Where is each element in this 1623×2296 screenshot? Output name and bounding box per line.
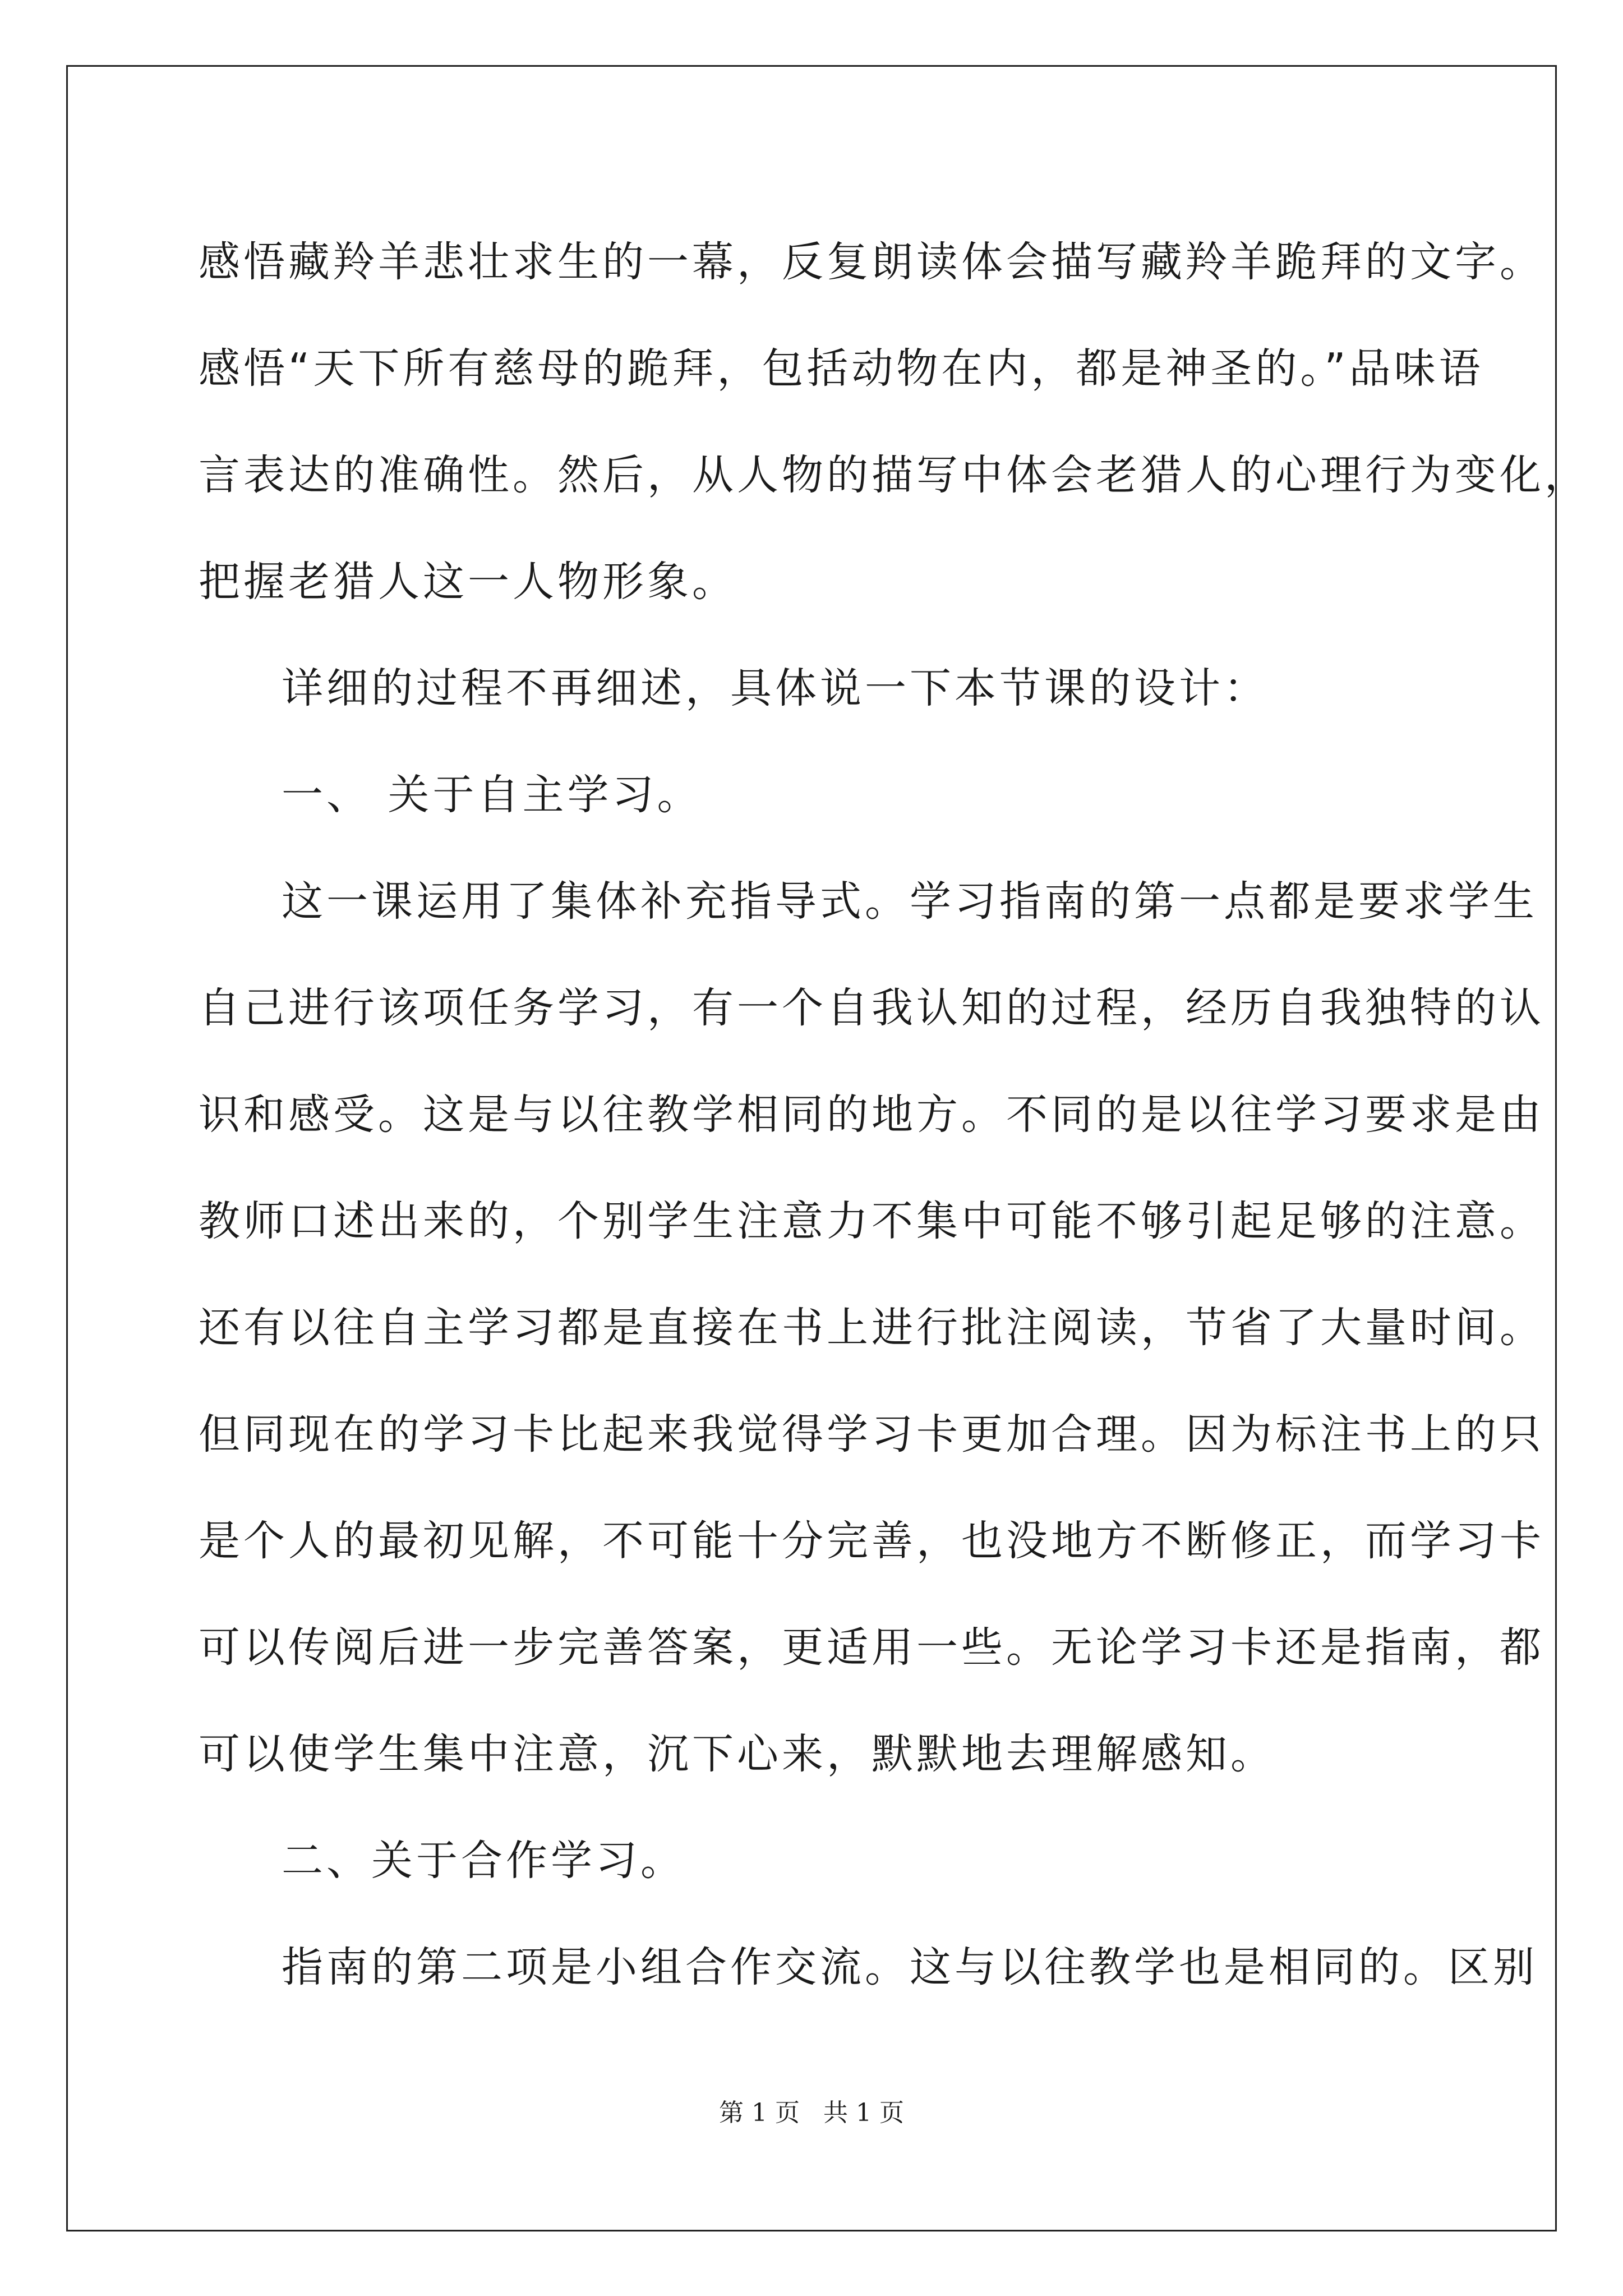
text-line: 识和感受。这是与以往教学相同的地方。不同的是以往学习要求是由 (199, 1091, 1544, 1139)
text-line: 可以使学生集中注意，沉下心来，默默地去理解感知。 (199, 1730, 1275, 1778)
section-heading: 二、关于合作学习。 (282, 1837, 685, 1885)
text-line: 可以传阅后进一步完善答案，更适用一些。无论学习卡还是指南，都 (199, 1623, 1544, 1672)
paragraph-start-line: 这一课运用了集体补充指导式。学习指南的第一点都是要求学生 (282, 877, 1538, 926)
text-line: 自己进行该项任务学习，有一个自我认知的过程，经历自我独特的认 (199, 984, 1544, 1032)
text-line: 把握老猎人这一人物形象。 (199, 558, 737, 606)
paragraph-start-line: 详细的过程不再细述，具体说一下本节课的设计： (282, 664, 1269, 712)
paragraph-start-line: 指南的第二项是小组合作交流。这与以往教学也是相同的。区别 (282, 1943, 1538, 1991)
section-heading: 一、 关于自主学习。 (282, 771, 702, 819)
text-line: 感悟藏羚羊悲壮求生的一幕，反复朗读体会描写藏羚羊跪拜的文字。 (199, 238, 1544, 286)
text-line: 言表达的准确性。然后，从人物的描写中体会老猎人的心理行为变化， (199, 451, 1589, 499)
text-line: 还有以往自主学习都是直接在书上进行批注阅读，节省了大量时间。 (199, 1304, 1544, 1352)
text-line: 教师口述出来的，个别学生注意力不集中可能不够引起足够的注意。 (199, 1197, 1544, 1245)
document-body (199, 209, 1589, 2021)
text-line: 是个人的最初见解，不可能十分完善，也没地方不断修正，而学习卡 (199, 1517, 1544, 1565)
text-line: 但同现在的学习卡比起来我觉得学习卡更加合理。因为标注书上的只 (199, 1410, 1544, 1458)
text-line: 感悟“天下所有慈母的跪拜，包括动物在内，都是神圣的。”品味语 (199, 344, 1484, 393)
page-number-footer: 第 1 页 共 1 页 (719, 2099, 904, 2127)
